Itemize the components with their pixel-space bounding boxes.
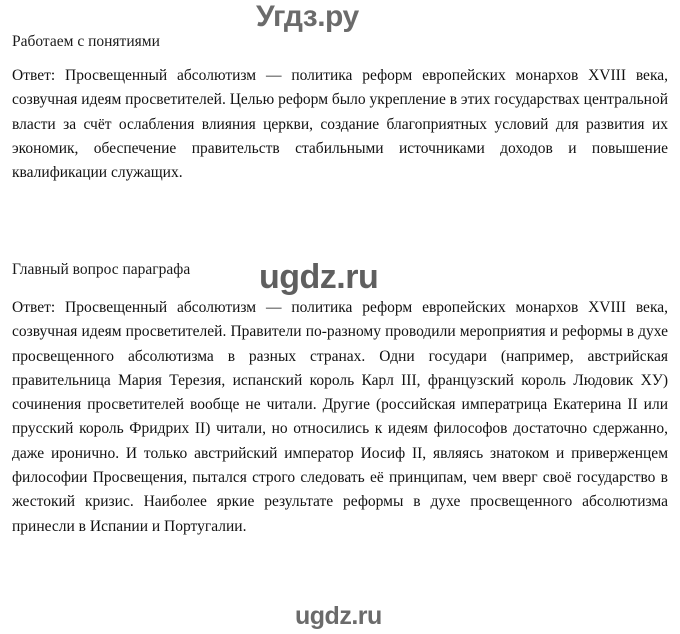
section-text-concepts: Ответ: Просвещенный абсолютизм — политика реформ европейских монархов XVIII века, созвучная идеям просветителей. Целью реформ было укрепление в этих государствах центральной власти за счёт ослабления влияния церкви, создание благоприятных условий для развития их экономик, обеспечение правительств стабильными источниками доходов и повышение квалификации служащих.: [12, 67, 668, 182]
section-heading-concepts: Работаем с понятиями: [12, 33, 160, 50]
watermark-top: Угдз.ру: [256, 0, 359, 33]
watermark-middle: ugdz.ru: [259, 258, 379, 296]
section-heading-main-question: Главный вопрос параграфа: [12, 261, 191, 278]
section-text-main-question: Ответ: Просвещенный абсолютизм — политика реформ европейских монархов XVIII века, созвучная идеям просветителей. Правители по-разному проводили мероприятия и реформы в духе просвещенного абсолютизма в разных странах. Одни государи (например, австрийская правительница Мария Терезия, испанский король Карл III, французский король Людовик ХУ) сочинения просветителей вообще не читали. Другие (российская императрица Екатерина II или прусский король Фридрих II) читали, но относились к идеям философов достаточно сдержанно, даже иронично. И только австрийский император Иосиф II, являясь знатоком и приверженцем философии Просвещения, пытался строго следовать её принципам, чем вверг своё государство в жестокий кризис. Наиболее яркие результате реформы в духе просвещенного абсолютизма принесли в Испании и Португалии.: [12, 299, 668, 535]
watermark-bottom: ugdz.ru: [295, 602, 382, 630]
